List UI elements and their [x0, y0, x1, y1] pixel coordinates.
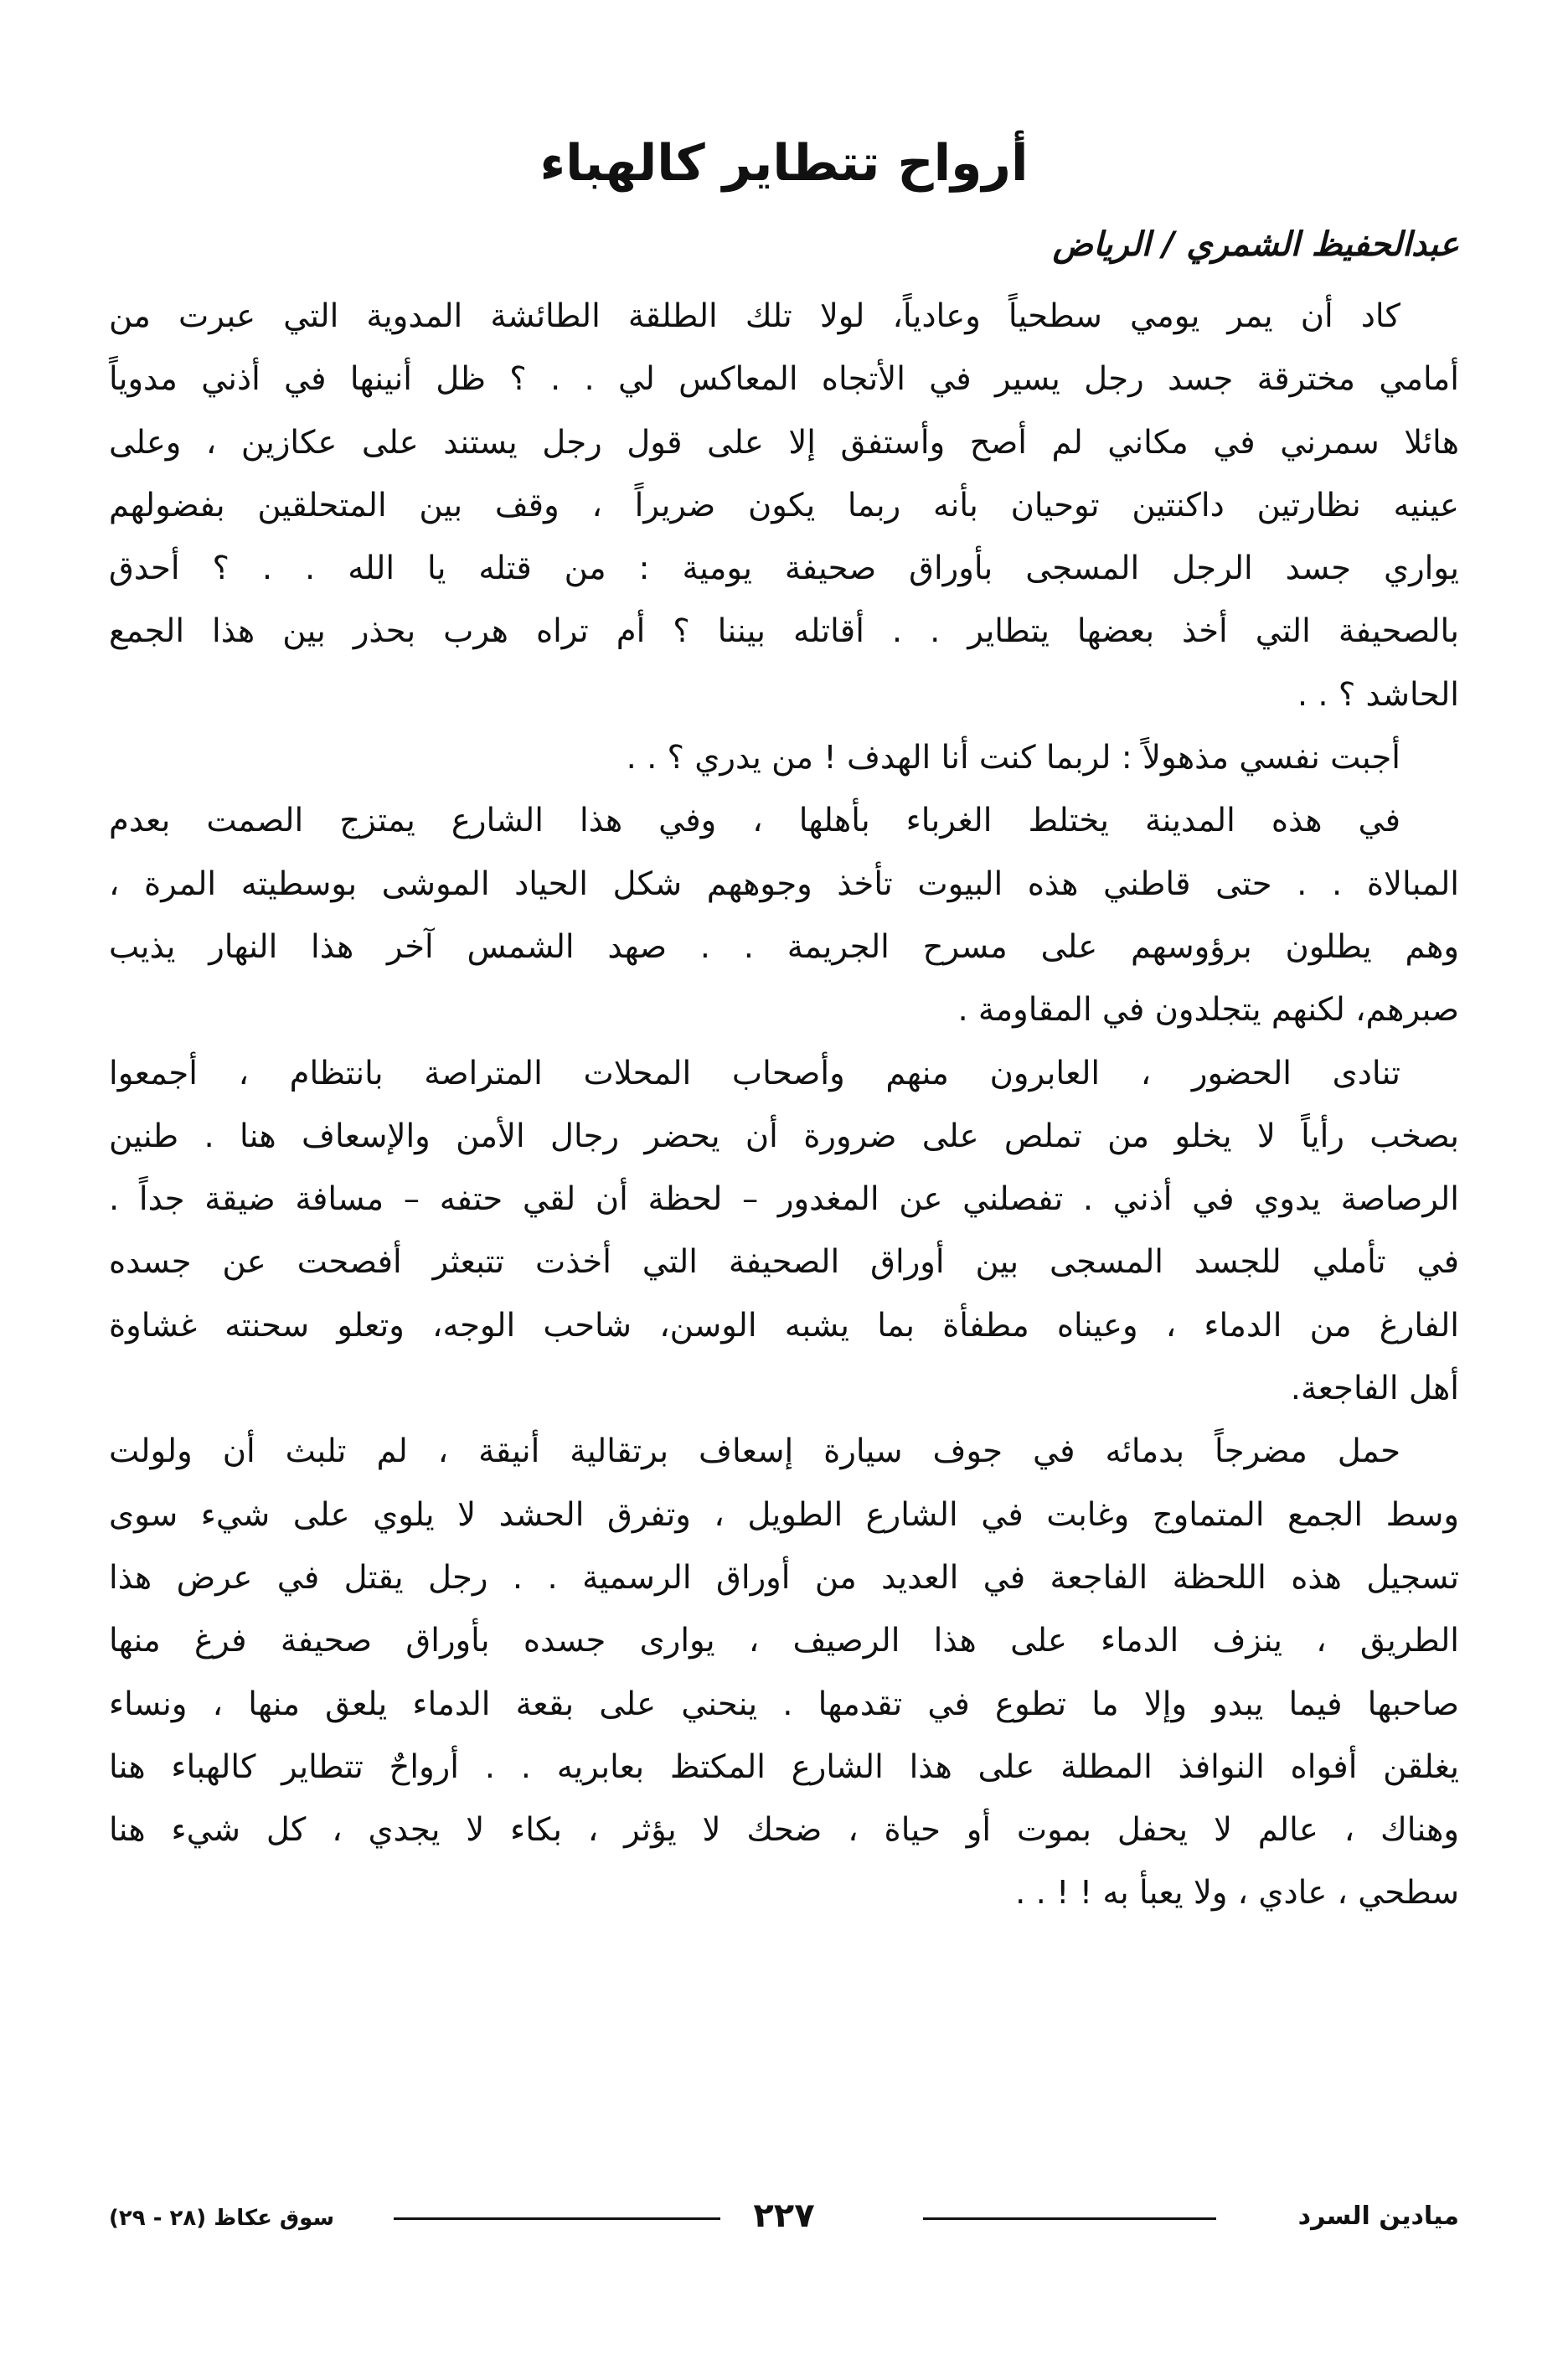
text-line: بصخب رأياً لا يخلو من تملص على ضرورة أن يحضر رجال الأمن والإسعاف هنا . طنين: [109, 1117, 1459, 1155]
text-line: أهل الفاجعة.: [1290, 1370, 1459, 1408]
page-footer: [109, 2195, 1459, 2245]
text-line: تسجيل هذه اللحظة الفاجعة في العديد من أوراق الرسمية . . رجل يقتل في عرض هذا: [109, 1558, 1459, 1597]
text-line: عينيه نظارتين داكنتين توحيان بأنه ربما يكون ضريراً ، وقف بين المتحلقين بفضولهم: [109, 486, 1459, 524]
paragraph: [109, 789, 1459, 1041]
text-line: أمامي مخترقة جسد رجل يسير في الأتجاه المعاكس لي . . ؟ ظل أنينها في أذني مدوياً: [109, 360, 1459, 399]
paragraph: [109, 1042, 1459, 1421]
text-line: المبالاة . . حتى قاطني هذه البيوت تأخذ وجوههم شكل الحياد الموشى بوسطيته المرة ،: [109, 865, 1459, 903]
text-line: الطريق ، ينزف الدماء على هذا الرصيف ، يوارى جسده بأوراق صحيفة فرغ منها: [109, 1622, 1459, 1660]
text-line: يواري جسد الرجل المسجى بأوراق صحيفة يومية : من قتله يا الله . . ؟ أحدق: [109, 550, 1459, 588]
text-line: هائلا سمرني في مكاني لم أصح وأستفق إلا على قول رجل يستند على عكازين ، وعلى: [109, 423, 1459, 462]
article-author: عبدالحفيظ الشمري / الرياض: [1052, 225, 1459, 264]
text-line: الفارغ من الدماء ، وعيناه مطفأة بما يشبه الوسن، شاحب الوجه، وتعلو سحنته غشاوة: [109, 1306, 1459, 1345]
text-line: وسط الجمع المتماوج وغابت في الشارع الطويل ، وتفرق الحشد لا يلوي على شيء سوى: [109, 1495, 1459, 1534]
text-line: يغلقن أفواه النوافذ المطلة على هذا الشارع المكتظ بعابريه . . أرواحٌ تتطاير كالهباء هنا: [109, 1747, 1459, 1786]
text-line: أجبت نفسي مذهولاً : لربما كنت أنا الهدف ! من يدري ؟ . .: [626, 739, 1400, 777]
footer-rule: [394, 2217, 720, 2220]
footer-issue-label: سوق عكاظ (٢٨ - ٢٩): [109, 2206, 335, 2231]
text-line: الرصاصة يدوي في أذني . تفصلني عن المغدور – لحظة أن لقي حتفه – مسافة ضيقة جداً .: [109, 1180, 1459, 1219]
text-line: سطحي ، عادي ، ولا يعبأ به ! ! . .: [1015, 1874, 1459, 1912]
text-line: صاحبها فيما يبدو وإلا ما تطوع في تقدمها . ينحني على بقعة الدماء يلعق منها ، ونساء: [109, 1685, 1459, 1723]
text-line: بالصحيفة التي أخذ بعضها يتطاير . . أقاتله بيننا ؟ أم تراه هرب بحذر بين هذا الجمع: [109, 612, 1459, 651]
text-line: وهناك ، عالم لا يحفل بموت أو حياة ، ضحك لا يؤثر ، بكاء لا يجدي ، كل شيء هنا: [109, 1811, 1459, 1850]
paragraph: [109, 285, 1459, 726]
text-line: في تأملي للجسد المسجى بين أوراق الصحيفة التي أخذت تتبعثر أفصحت عن جسده: [109, 1243, 1459, 1282]
text-line: تنادى الحضور ، العابرون منهم وأصحاب المحلات المتراصة بانتظام ، أجمعوا: [109, 1054, 1400, 1092]
text-line: صبرهم، لكنهم يتجلدون في المقاومة .: [957, 991, 1459, 1030]
text-line: حمل مضرجاً بدمائه في جوف سيارة إسعاف برتقالية أنيقة ، لم تلبث أن ولولت: [109, 1432, 1400, 1471]
paragraph: [109, 726, 1459, 789]
footer-section-label: ميادين السرد: [1297, 2202, 1459, 2231]
article-body: [109, 285, 1459, 1925]
paragraph: [109, 1420, 1459, 1924]
text-line: الحاشد ؟ . .: [1297, 675, 1459, 714]
text-line: في هذه المدينة يختلط الغرباء بأهلها ، وفي هذا الشارع يمتزج الصمت بعدم: [109, 802, 1400, 840]
article-title: أرواح تتطاير كالهباء: [539, 134, 1029, 193]
page-number: ٢٢٧: [753, 2196, 815, 2235]
text-line: كاد أن يمر يومي سطحياً وعادياً، لولا تلك الطلقة الطائشة المدوية التي عبرت من: [109, 297, 1400, 335]
text-line: وهم يطلون برؤوسهم على مسرح الجريمة . . صهد الشمس آخر هذا النهار يذيب: [109, 927, 1459, 966]
